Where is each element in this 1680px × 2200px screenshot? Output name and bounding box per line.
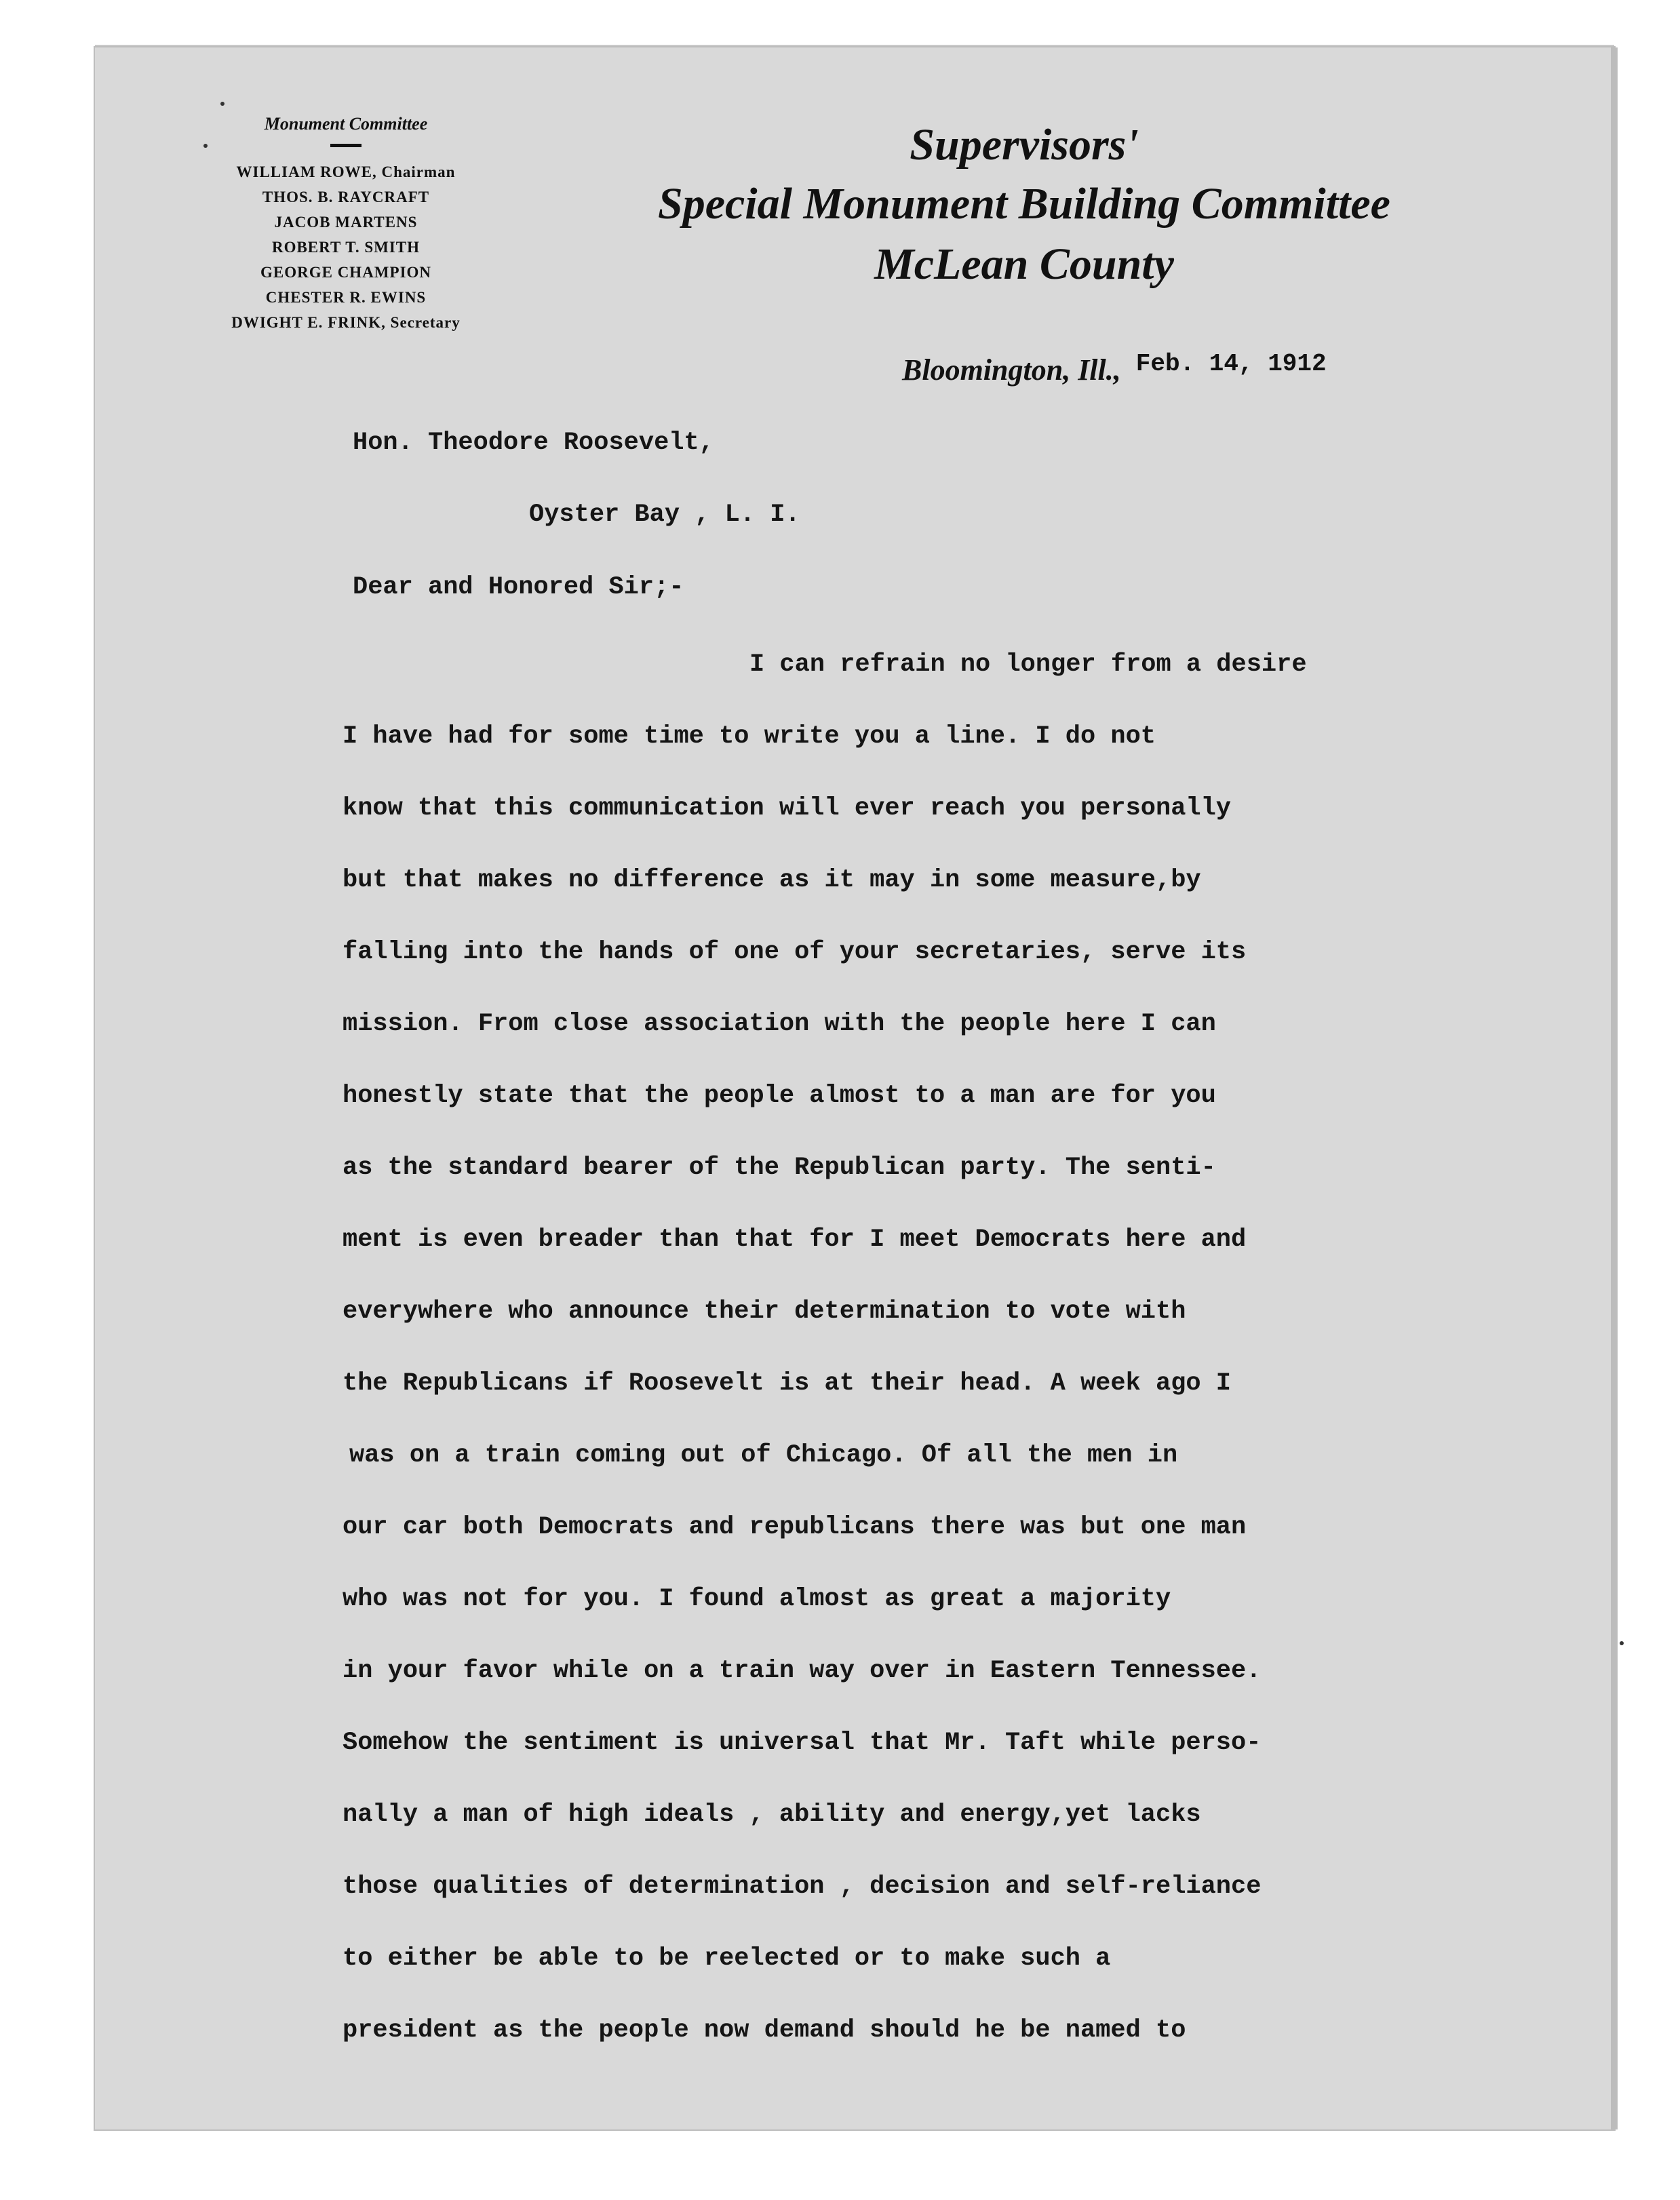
ink-speck xyxy=(1620,1641,1624,1645)
body-line: falling into the hands of one of your secretaries, serve its xyxy=(343,938,1247,966)
letterhead-title xyxy=(583,115,1465,296)
committee-member: GEORGE CHAMPION xyxy=(260,264,432,281)
ink-speck xyxy=(203,144,208,148)
letterhead-line-1: Supervisors' xyxy=(910,120,1139,170)
committee-member: ROBERT T. SMITH xyxy=(271,239,421,256)
body-line: everywhere who announce their determination to vote with xyxy=(343,1297,1186,1326)
body-line: I have had for some time to write you a line. I do not xyxy=(343,722,1156,751)
salutation: Dear and Honored Sir;- xyxy=(353,573,684,602)
body-line: honestly state that the people almost to a man are for you xyxy=(343,1082,1216,1110)
body-line: ment is even breader than that for I meet Democrats here and xyxy=(343,1225,1247,1254)
committee-member: WILLIAM ROWE, Chairman xyxy=(236,163,456,180)
body-line: president as the people now demand should he be named to xyxy=(343,2016,1186,2045)
body-line: Somehow the sentiment is universal that Mr. Taft while perso- xyxy=(343,1729,1262,1757)
committee-heading: Monument Committee xyxy=(264,114,428,134)
committee-member: CHESTER R. EWINS xyxy=(265,289,427,306)
committee-list xyxy=(170,114,522,335)
body-line: who was not for you. I found almost as great a majority xyxy=(343,1585,1171,1613)
body-line: the Republicans if Roosevelt is at their head. A week ago I xyxy=(343,1369,1232,1398)
body-line: but that makes no difference as it may in some measure,by xyxy=(343,866,1201,895)
letterhead-line-3: McLean County xyxy=(874,239,1174,289)
letter-body xyxy=(343,648,1482,2085)
ink-speck xyxy=(220,102,224,106)
body-line: our car both Democrats and republicans there was but one man xyxy=(343,1513,1247,1541)
body-line: was on a train coming out of Chicago. Of all the men in xyxy=(349,1441,1178,1470)
body-line: as the standard bearer of the Republican party. The senti- xyxy=(343,1154,1216,1182)
body-line: those qualities of determination , decision and self-reliance xyxy=(343,1872,1262,1901)
committee-member: THOS. B. RAYCRAFT xyxy=(262,189,430,205)
body-line: mission. From close association with the people here I can xyxy=(343,1010,1216,1038)
committee-member: JACOB MARTENS xyxy=(274,214,418,231)
committee-member: DWIGHT E. FRINK, Secretary xyxy=(231,314,461,331)
committee-rule xyxy=(330,144,362,147)
letterhead-line-2: Special Monument Building Committee xyxy=(658,179,1390,229)
addressee-location: Oyster Bay , L. I. xyxy=(529,500,800,529)
body-line: know that this communication will ever reach you personally xyxy=(343,794,1232,823)
body-line: to either be able to be reelected or to make such a xyxy=(343,1944,1111,1973)
body-line: in your favor while on a train way over in Eastern Tennessee. xyxy=(343,1657,1262,1685)
letter-date: Feb. 14, 1912 xyxy=(1135,350,1327,378)
place-label: Bloomington, Ill., xyxy=(902,353,1121,387)
place-date-line xyxy=(902,350,1327,387)
page-right-edge xyxy=(1611,47,1618,2129)
body-line: I can refrain no longer from a desire xyxy=(749,650,1307,679)
addressee-name: Hon. Theodore Roosevelt, xyxy=(353,429,714,457)
body-line: nally a man of high ideals , ability and energy,yet lacks xyxy=(343,1801,1201,1829)
